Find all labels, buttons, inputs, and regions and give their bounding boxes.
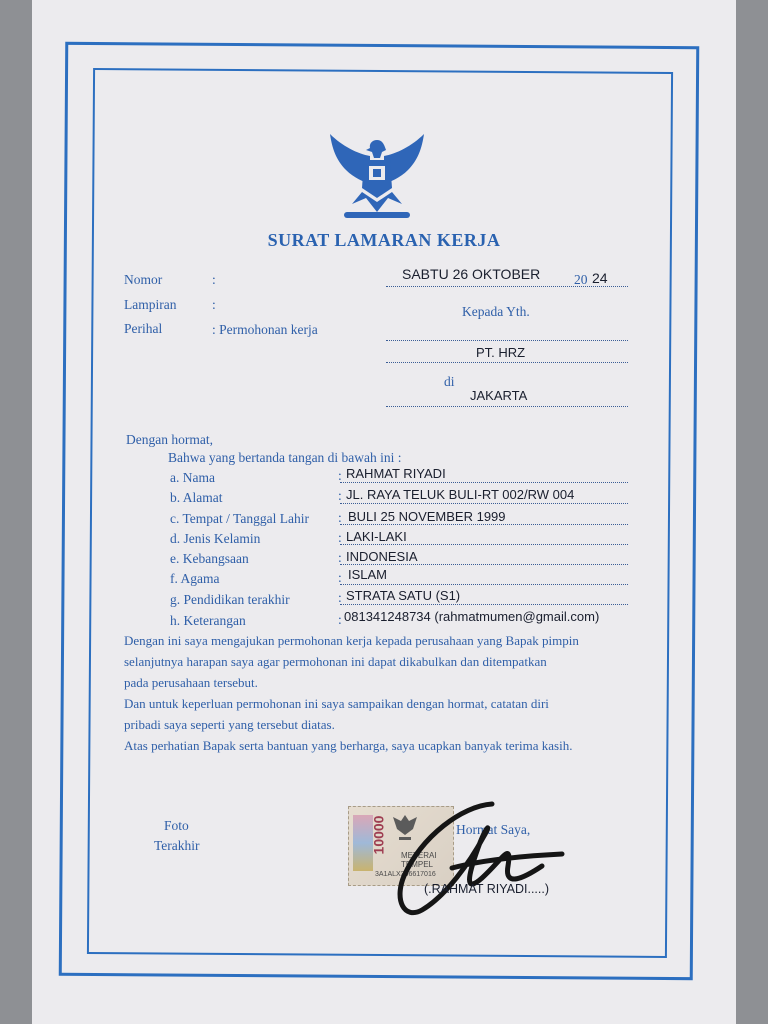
photo-label-line2: Terakhir bbox=[154, 838, 200, 853]
document-title: SURAT LAMARAN KERJA bbox=[267, 230, 501, 250]
photo-label-line1: Foto bbox=[164, 818, 189, 833]
field-value-jenis-kelamin: LAKI-LAKI bbox=[346, 529, 407, 544]
recipient-line-1 bbox=[386, 340, 628, 341]
field-value-pendidikan: STRATA SATU (S1) bbox=[346, 588, 461, 603]
field-line bbox=[340, 503, 628, 504]
field-value-alamat: JL. RAYA TELUK BULI-RT 002/RW 004 bbox=[346, 487, 575, 502]
nomor-label: Nomor bbox=[124, 272, 163, 287]
field-value-ttl: BULI 25 NOVEMBER 1999 bbox=[348, 509, 506, 524]
colon: : bbox=[338, 550, 342, 565]
di-label: di bbox=[444, 374, 455, 389]
colon: : bbox=[338, 612, 342, 627]
stamp-value: 10000 bbox=[370, 815, 387, 855]
colon: : bbox=[338, 590, 342, 605]
nomor-colon: : bbox=[212, 272, 216, 287]
signer-name: (.RAHMAT RIYADI.....) bbox=[424, 882, 550, 896]
field-label-agama: f. Agama bbox=[170, 571, 220, 586]
field-label-pendidikan: g. Pendidikan terakhir bbox=[170, 592, 290, 607]
field-label-alamat: b. Alamat bbox=[170, 490, 223, 505]
colon: : bbox=[338, 570, 342, 585]
field-line bbox=[340, 482, 628, 483]
paragraph-line: pribadi saya seperti yang tersebut diatas. bbox=[124, 717, 335, 732]
colon: : bbox=[338, 530, 342, 545]
field-line bbox=[340, 604, 628, 605]
closing-text: Hormat Saya, bbox=[456, 822, 531, 837]
field-label-nama: a. Nama bbox=[170, 470, 215, 485]
perihal-value: : Permohonan kerja bbox=[212, 322, 318, 337]
year-prefix: 20 bbox=[574, 272, 588, 287]
field-label-kebangsaan: e. Kebangsaan bbox=[170, 551, 249, 566]
recipient-line-2 bbox=[386, 362, 628, 363]
recipient-line-3 bbox=[386, 406, 628, 407]
year-suffix: 24 bbox=[592, 270, 608, 286]
field-line bbox=[340, 524, 628, 525]
field-line bbox=[340, 584, 628, 585]
field-value-kebangsaan: INDONESIA bbox=[346, 549, 418, 564]
field-value-agama: ISLAM bbox=[348, 567, 388, 582]
company-name: PT. HRZ bbox=[476, 345, 526, 360]
stamp-code: 3A1ALX306617016 bbox=[375, 871, 436, 878]
paragraph-line: Atas perhatian Bapak serta bantuan yang berharga, saya ucapkan banyak terima kasih. bbox=[124, 738, 573, 753]
colon: : bbox=[338, 510, 342, 525]
handwritten-signature bbox=[392, 796, 572, 922]
field-label-keterangan: h. Keterangan bbox=[170, 613, 246, 628]
field-label-jenis-kelamin: d. Jenis Kelamin bbox=[170, 531, 261, 546]
body-paragraph bbox=[124, 630, 644, 756]
date-line bbox=[386, 286, 628, 287]
paragraph-line: selanjutnya harapan saya agar permohonan ini dapat dikabulkan dan ditempatkan bbox=[124, 654, 547, 669]
recipient-label: Kepada Yth. bbox=[462, 304, 530, 319]
field-label-ttl: c. Tempat / Tanggal Lahir bbox=[170, 511, 309, 526]
field-value-nama: RAHMAT RIYADI bbox=[346, 466, 446, 481]
paragraph-line: Dengan ini saya mengajukan permohonan kerja kepada perusahaan yang Bapak pimpin bbox=[124, 633, 579, 648]
colon: : bbox=[338, 468, 342, 483]
field-line bbox=[340, 544, 628, 545]
paragraph-line: Dan untuk keperluan permohonan ini saya sampaikan dengan hormat, catatan diri bbox=[124, 696, 549, 711]
lampiran-label: Lampiran bbox=[124, 297, 177, 312]
field-line bbox=[340, 564, 628, 565]
paragraph-line: pada perusahaan tersebut. bbox=[124, 675, 258, 690]
field-value-keterangan: 081341248734 (rahmatmumen@gmail.com) bbox=[344, 609, 600, 624]
lampiran-colon: : bbox=[212, 297, 216, 312]
date-value: SABTU 26 OKTOBER bbox=[402, 266, 541, 282]
city-name: JAKARTA bbox=[470, 388, 528, 403]
intro-line: Bahwa yang bertanda tangan di bawah ini : bbox=[168, 450, 402, 465]
perihal-label: Perihal bbox=[124, 321, 163, 336]
garuda-emblem-icon bbox=[322, 126, 432, 226]
stamp-label-line2: TEMPEL bbox=[401, 860, 434, 869]
colon: : bbox=[338, 488, 342, 503]
stamp-label-line1: METERAI bbox=[401, 851, 437, 860]
greeting: Dengan hormat, bbox=[126, 432, 213, 447]
